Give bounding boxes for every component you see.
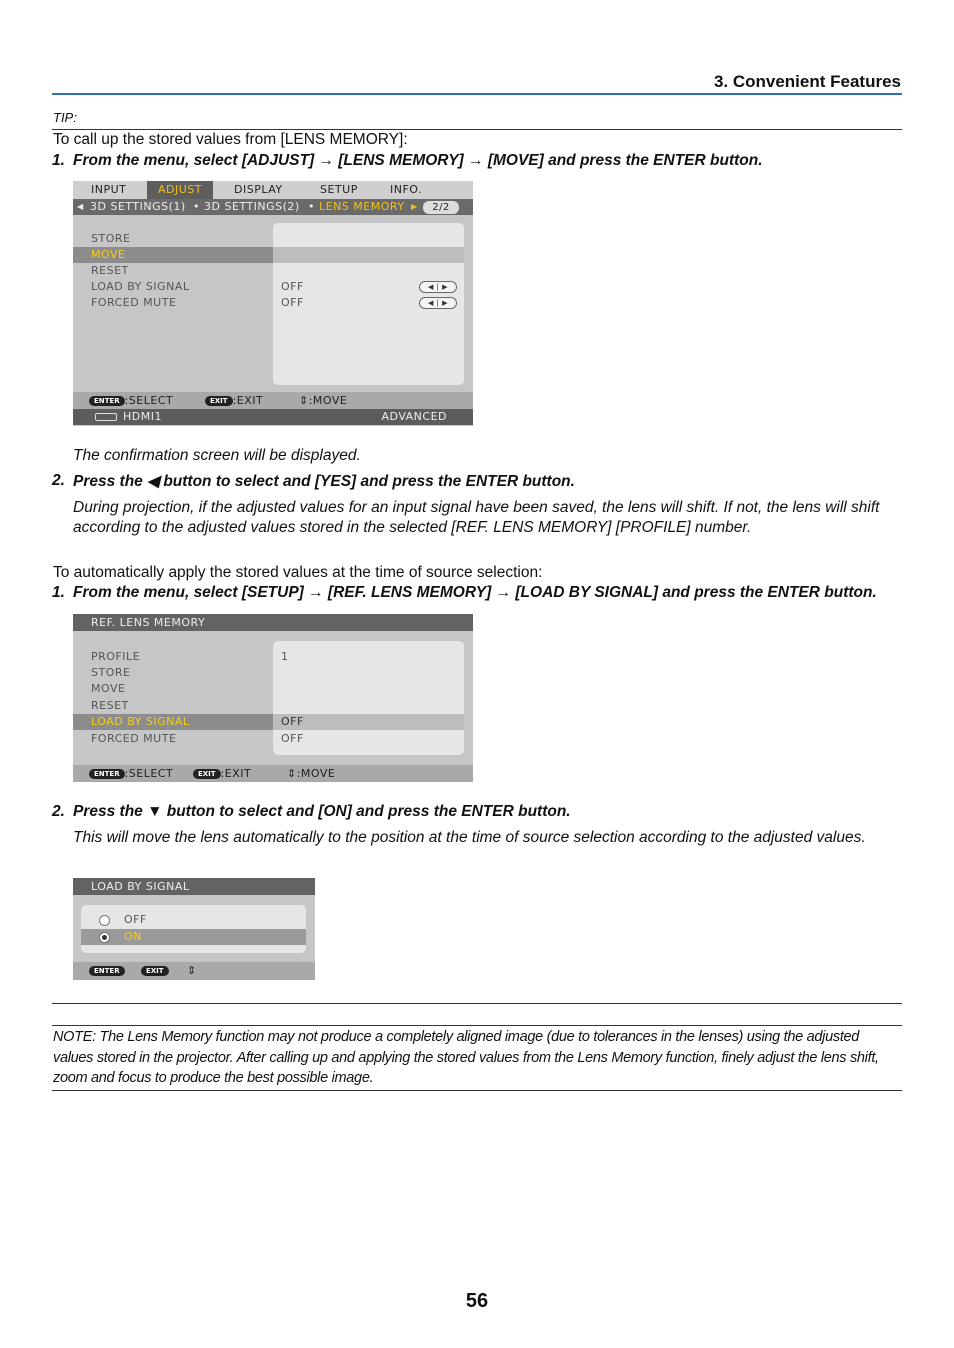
enter-button-icon: ENTER (89, 966, 125, 976)
footer-move-label: ⇕:MOVE (299, 394, 348, 407)
option-on[interactable]: ON (124, 930, 142, 943)
tip-label: TIP: (53, 110, 77, 125)
footer-exit-label: :EXIT (220, 767, 252, 780)
osd-status-bar (73, 409, 473, 425)
osd-ref-lens-memory (73, 614, 473, 782)
osd-footer (73, 962, 315, 980)
menu-item-move[interactable]: MOVE (91, 248, 126, 261)
enter-button-icon: ENTER (89, 396, 125, 406)
header-rule (52, 93, 902, 95)
sub-3d-settings-1[interactable]: 3D SETTINGS(1) (90, 200, 186, 213)
radio-off-icon[interactable] (99, 915, 110, 926)
option-off[interactable]: OFF (124, 913, 147, 926)
osd-footer (73, 392, 473, 409)
osd-load-by-signal (73, 878, 315, 980)
step-3 (52, 584, 877, 602)
step-4-text: Press the ▼ button to select and [ON] and press the ENTER button. (73, 803, 571, 820)
status-source: HDMI1 (123, 410, 162, 423)
menu-item-forced-mute[interactable]: FORCED MUTE (91, 732, 177, 745)
tip-bottom-rule (52, 1003, 902, 1004)
step-2 (52, 472, 575, 491)
tab-setup[interactable]: SETUP (320, 183, 358, 196)
footer-move-label: ⇕:MOVE (287, 767, 336, 780)
step-4-number: 2. (52, 803, 65, 820)
sub-lens-memory[interactable]: LENS MEMORY (319, 200, 405, 213)
step-1-text: From the menu, select [ADJUST] → [LENS MEMORY] → [MOVE] and press the ENTER button. (73, 152, 763, 169)
osd-footer (73, 765, 473, 782)
osd-submenu-bar (73, 199, 473, 215)
tab-info[interactable]: INFO. (390, 183, 423, 196)
sub-bullet-icon: • (193, 200, 200, 213)
value-forced-mute: OFF (281, 296, 304, 309)
highlight-row-value (273, 247, 464, 263)
enter-button-icon: ENTER (89, 769, 125, 779)
step-2-description: During projection, if the adjusted values for an input signal have been saved, the lens will shift. If not, the lens will shift according to the adjusted values stored in the selected [REF. LENS MEMORY] [PROFILE] number. (73, 499, 880, 536)
menu-item-store[interactable]: STORE (91, 232, 131, 245)
left-right-arrows-icon[interactable]: ◀ | ▶ (419, 297, 457, 309)
menu-item-store[interactable]: STORE (91, 666, 131, 679)
osd-title: LOAD BY SIGNAL (91, 880, 190, 893)
exit-button-icon: EXIT (205, 396, 233, 406)
step-3-text: From the menu, select [SETUP] → [REF. LENS MEMORY] → [LOAD BY SIGNAL] and press the ENTER button. (73, 584, 877, 601)
osd-tab-bar (73, 181, 473, 199)
footer-select-label: :SELECT (124, 394, 174, 407)
footer-select-label: :SELECT (124, 767, 174, 780)
sub-bullet-icon: • (308, 200, 315, 213)
radio-on-icon[interactable] (99, 932, 110, 943)
footer-exit-label: :EXIT (232, 394, 264, 407)
menu-item-load-by-signal[interactable]: LOAD BY SIGNAL (91, 280, 190, 293)
osd-adjust-menu (73, 181, 473, 426)
osd-title-bar (73, 878, 315, 895)
step-4 (52, 803, 571, 821)
menu-item-move[interactable]: MOVE (91, 682, 126, 695)
sub-3d-settings-2[interactable]: 3D SETTINGS(2) (204, 200, 300, 213)
menu-item-forced-mute[interactable]: FORCED MUTE (91, 296, 177, 309)
note-text: NOTE: The Lens Memory function may not produce a completely aligned image (due to tolerances in the lenses) using the adjusted values stored in the projector. After calling up and applying the stored values from the Lens Memory function, finely adjust the lens shift, zoom and focus to produce the best possible image. (53, 1029, 879, 1086)
hdmi-icon (95, 413, 117, 421)
section-title: 3. Convenient Features (713, 72, 901, 91)
note-bottom-rule (52, 1090, 902, 1091)
footer-move-icon: ⇕ (187, 964, 197, 977)
menu-item-load-by-signal[interactable]: LOAD BY SIGNAL (91, 715, 190, 728)
page-number: 56 (465, 1290, 489, 1312)
step-4-description: This will move the lens automatically to the position at the time of source selection according to the adjusted values. (73, 829, 866, 846)
page-indicator: 2/2 (423, 201, 459, 214)
tip-top-rule (52, 129, 902, 130)
step-1 (52, 152, 763, 170)
step-3-number: 1. (52, 584, 65, 601)
tip-intro: To call up the stored values from [LENS MEMORY]: (53, 131, 408, 148)
sub-right-arrow-icon[interactable]: ▶ (411, 202, 418, 211)
confirm-text: The confirmation screen will be displayed. (73, 447, 361, 464)
sub-left-arrow-icon[interactable]: ◀ (77, 202, 84, 211)
tab-adjust[interactable]: ADJUST (147, 181, 213, 199)
note-top-rule (52, 1025, 902, 1026)
exit-button-icon: EXIT (141, 966, 169, 976)
tab-input[interactable]: INPUT (91, 183, 127, 196)
step-1-number: 1. (52, 152, 65, 169)
value-load-by-signal: OFF (281, 280, 304, 293)
value-forced-mute: OFF (281, 732, 304, 745)
tip-intro-2: To automatically apply the stored values at the time of source selection: (53, 564, 543, 581)
highlight-row (81, 929, 306, 945)
value-profile: 1 (281, 650, 289, 663)
menu-item-reset[interactable]: RESET (91, 699, 129, 712)
menu-item-profile[interactable]: PROFILE (91, 650, 141, 663)
menu-item-reset[interactable]: RESET (91, 264, 129, 277)
value-load-by-signal: OFF (281, 715, 304, 728)
osd-title-bar (73, 614, 473, 631)
step-2-number: 2. (52, 472, 65, 489)
step-2-text: Press the ◀ button to select and [YES] and press the ENTER button. (73, 473, 575, 490)
status-mode: ADVANCED (381, 410, 447, 423)
left-right-arrows-icon[interactable]: ◀ | ▶ (419, 281, 457, 293)
exit-button-icon: EXIT (193, 769, 221, 779)
tab-display[interactable]: DISPLAY (234, 183, 283, 196)
osd-title: REF. LENS MEMORY (91, 616, 206, 629)
